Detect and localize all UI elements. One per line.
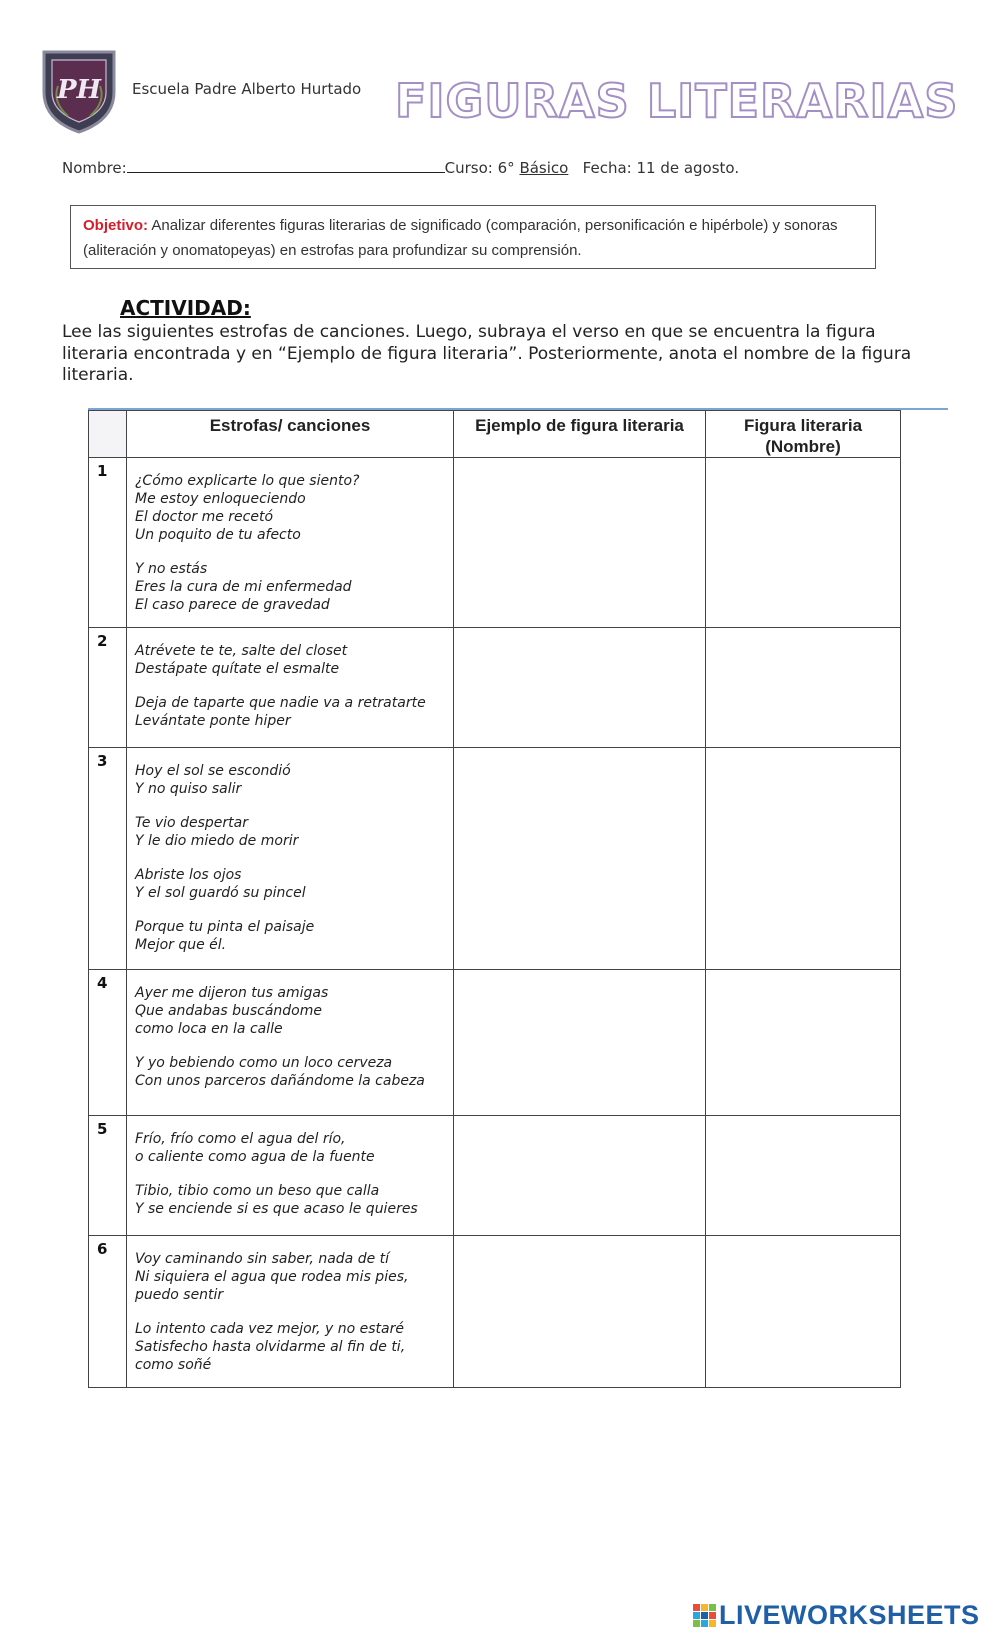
row-number: 6 bbox=[89, 1236, 127, 1388]
verse-line[interactable]: Y no quiso salir bbox=[135, 781, 242, 797]
row-spacer bbox=[901, 458, 913, 628]
verse-line[interactable]: Y se enciende si es que acaso le quieres bbox=[135, 1201, 418, 1217]
page-title: FIGURAS LITERARIAS bbox=[395, 74, 959, 128]
verse-line[interactable]: Que andabas buscándome bbox=[135, 1003, 322, 1019]
stanza bbox=[135, 814, 445, 850]
verse-line[interactable]: Frío, frío como el agua del río, bbox=[135, 1131, 346, 1147]
verse-line[interactable]: Y le dio miedo de morir bbox=[135, 833, 299, 849]
logo-monogram: PH bbox=[56, 75, 102, 105]
fecha-text: Fecha: 11 de agosto. bbox=[582, 159, 740, 177]
figure-name-answer-cell[interactable] bbox=[706, 1116, 901, 1236]
verse-line[interactable]: Satisfecho hasta olvidarme al fin de ti, bbox=[135, 1339, 406, 1355]
verse-line[interactable]: Eres la cura de mi enfermedad bbox=[135, 579, 352, 595]
table-row bbox=[89, 1116, 913, 1236]
lyrics-cell bbox=[127, 970, 454, 1116]
row-number: 3 bbox=[89, 748, 127, 970]
lyrics-cell bbox=[127, 628, 454, 748]
table-row bbox=[89, 628, 913, 748]
verse-line[interactable]: Tibio, tibio como un beso que calla bbox=[135, 1183, 380, 1199]
stanza bbox=[135, 866, 445, 902]
row-number: 5 bbox=[89, 1116, 127, 1236]
header-number-cell bbox=[89, 411, 127, 458]
figure-name-answer-cell[interactable] bbox=[706, 458, 901, 628]
activity-title: ACTIVIDAD: bbox=[120, 296, 251, 320]
header-spacer bbox=[901, 411, 913, 458]
verse-line[interactable]: Un poquito de tu afecto bbox=[135, 527, 301, 543]
figure-name-answer-cell[interactable] bbox=[706, 970, 901, 1116]
stanza bbox=[135, 642, 445, 678]
verse-line[interactable]: como soñé bbox=[135, 1357, 212, 1373]
stanza bbox=[135, 984, 445, 1038]
example-answer-cell[interactable] bbox=[454, 748, 706, 970]
row-number: 2 bbox=[89, 628, 127, 748]
figure-name-answer-cell[interactable] bbox=[706, 628, 901, 748]
table-row bbox=[89, 458, 913, 628]
verse-line[interactable]: Voy caminando sin saber, nada de tí bbox=[135, 1251, 390, 1267]
example-answer-cell[interactable] bbox=[454, 1236, 706, 1388]
table-header-row bbox=[89, 411, 913, 458]
table-row bbox=[89, 1236, 913, 1388]
example-answer-cell[interactable] bbox=[454, 970, 706, 1116]
verse-line[interactable]: ¿Cómo explicarte lo que siento? bbox=[135, 473, 360, 489]
row-number: 1 bbox=[89, 458, 127, 628]
header-figura-line2: (Nombre) bbox=[765, 437, 841, 456]
verse-line[interactable]: Y yo bebiendo como un loco cerveza bbox=[135, 1055, 393, 1071]
table-row bbox=[89, 748, 913, 970]
stanza bbox=[135, 1054, 445, 1090]
curso-label: Curso: 6° bbox=[444, 159, 515, 177]
curso-value: Básico bbox=[519, 159, 569, 177]
verse-line[interactable]: Levántate ponte hiper bbox=[135, 713, 291, 729]
verse-line[interactable]: Lo intento cada vez mejor, y no estaré bbox=[135, 1321, 404, 1337]
lyrics-cell bbox=[127, 1116, 454, 1236]
lyrics-cell bbox=[127, 458, 454, 628]
row-spacer bbox=[901, 628, 913, 748]
stanza bbox=[135, 472, 445, 544]
stanza bbox=[135, 918, 445, 954]
school-name: Escuela Padre Alberto Hurtado bbox=[132, 80, 362, 98]
objective-text: Analizar diferentes figuras literarias de significado (comparación, personificación e hipérbole) y sonoras (aliteración y onomatopeyas) en estrofas para profundizar su comprensión. bbox=[83, 217, 838, 259]
example-answer-cell[interactable] bbox=[454, 628, 706, 748]
row-number: 4 bbox=[89, 970, 127, 1116]
stanza bbox=[135, 762, 445, 798]
verse-line[interactable]: Porque tu pinta el paisaje bbox=[135, 919, 315, 935]
header-estrofas: Estrofas/ canciones bbox=[127, 411, 454, 458]
verse-line[interactable]: Y el sol guardó su pincel bbox=[135, 885, 306, 901]
lyrics-cell bbox=[127, 1236, 454, 1388]
school-crest-logo bbox=[38, 46, 120, 134]
nombre-label: Nombre: bbox=[62, 159, 127, 177]
verse-line[interactable]: El doctor me recetó bbox=[135, 509, 274, 525]
example-answer-cell[interactable] bbox=[454, 458, 706, 628]
verse-line[interactable]: Ni siquiera el agua que rodea mis pies, bbox=[135, 1269, 409, 1285]
verse-line[interactable]: Ayer me dijeron tus amigas bbox=[135, 985, 329, 1001]
header-ejemplo: Ejemplo de figura literaria bbox=[454, 411, 706, 458]
stanza bbox=[135, 1130, 445, 1166]
verse-line[interactable]: como loca en la calle bbox=[135, 1021, 283, 1037]
lyrics-cell bbox=[127, 748, 454, 970]
verse-line[interactable]: Deja de taparte que nadie va a retratarte bbox=[135, 695, 426, 711]
student-info-line bbox=[62, 158, 739, 177]
stanza bbox=[135, 560, 445, 614]
stanza bbox=[135, 1250, 445, 1304]
figure-name-answer-cell[interactable] bbox=[706, 748, 901, 970]
row-spacer bbox=[901, 1116, 913, 1236]
verse-line[interactable]: Abriste los ojos bbox=[135, 867, 242, 883]
verse-line[interactable]: Hoy el sol se escondió bbox=[135, 763, 291, 779]
verse-line[interactable]: Te vio despertar bbox=[135, 815, 248, 831]
objective-box bbox=[70, 205, 876, 269]
objective-label: Objetivo: bbox=[83, 217, 149, 234]
header-figura-line1: Figura literaria bbox=[743, 416, 863, 435]
verse-line[interactable]: Destápate quítate el esmalte bbox=[135, 661, 340, 677]
row-spacer bbox=[901, 748, 913, 970]
verse-line[interactable]: o caliente como agua de la fuente bbox=[135, 1149, 375, 1165]
figure-name-answer-cell[interactable] bbox=[706, 1236, 901, 1388]
verse-line[interactable]: Y no estás bbox=[135, 561, 208, 577]
nombre-field[interactable] bbox=[127, 158, 445, 173]
verse-line[interactable]: Mejor que él. bbox=[135, 937, 227, 953]
row-spacer bbox=[901, 1236, 913, 1388]
stanza bbox=[135, 1320, 445, 1374]
example-answer-cell[interactable] bbox=[454, 1116, 706, 1236]
verse-line[interactable]: Me estoy enloqueciendo bbox=[135, 491, 306, 507]
stanza bbox=[135, 694, 445, 730]
header-figura bbox=[706, 411, 901, 458]
liveworksheets-logo-icon bbox=[693, 1604, 717, 1628]
row-spacer bbox=[901, 970, 913, 1116]
verse-line[interactable]: puedo sentir bbox=[135, 1287, 224, 1303]
activity-instructions: Lee las siguientes estrofas de canciones. Luego, subraya el verso en que se encuentra la figura literaria encontrada y en “Ejemplo de figura literaria”. Posteriormente, anota el nombre de la figura literaria. bbox=[62, 322, 912, 385]
verse-line[interactable]: Con unos parceros dañándome la cabeza bbox=[135, 1073, 425, 1089]
stanza bbox=[135, 1182, 445, 1218]
verse-line[interactable]: El caso parece de gravedad bbox=[135, 597, 330, 613]
verse-line[interactable]: Atrévete te te, salte del closet bbox=[135, 643, 348, 659]
table-row bbox=[89, 970, 913, 1116]
worksheet-table bbox=[88, 410, 913, 1388]
liveworksheets-wordmark: LIVEWORKSHEETS bbox=[719, 1600, 980, 1630]
